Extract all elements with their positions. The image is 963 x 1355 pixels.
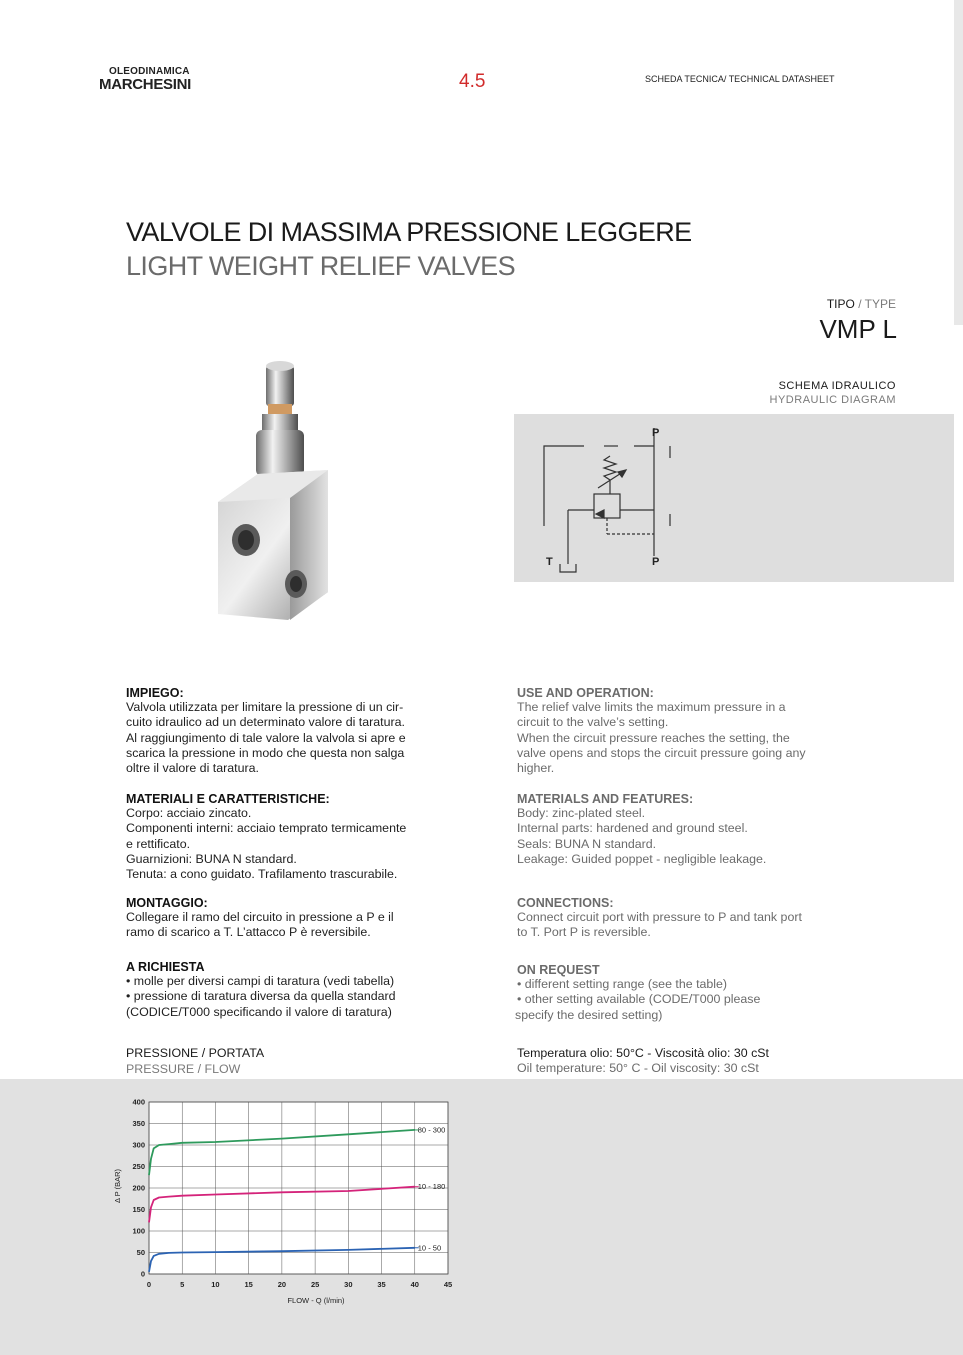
section-heading: USE AND OPERATION: bbox=[517, 686, 654, 700]
section-heading: A RICHIESTA bbox=[126, 960, 205, 974]
x-tick-label: 10 bbox=[211, 1280, 220, 1289]
y-tick-label: 200 bbox=[132, 1183, 145, 1193]
y-axis-label: Δ P (BAR) bbox=[113, 1168, 122, 1204]
text-line: Leakage: Guided poppet - negligible leakage. bbox=[517, 851, 767, 866]
type-label bbox=[827, 297, 896, 311]
x-tick-label: 0 bbox=[146, 1280, 152, 1289]
schema-title-en: HYDRAULIC DIAGRAM bbox=[769, 394, 896, 406]
text-line: (CODICE/T000 specificando il valore di taratura) bbox=[126, 1004, 392, 1019]
text-line: e rettificato. bbox=[126, 836, 191, 851]
text-line: • other setting available (CODE/T000 please bbox=[517, 992, 761, 1007]
x-tick-label: 40 bbox=[410, 1280, 419, 1289]
type-label-sep: / bbox=[854, 297, 865, 311]
text-line: The relief valve limits the maximum pressure in a bbox=[517, 700, 786, 714]
text-line: Corpo: acciaio zincato. bbox=[126, 806, 252, 820]
text-line: Guarnizioni: BUNA N standard. bbox=[126, 851, 297, 866]
y-tick-label: 150 bbox=[132, 1205, 145, 1214]
page-number: 4.5 bbox=[459, 71, 486, 92]
oil-conditions-en: Oil temperature: 50° C - Oil viscosity: 30 cSt bbox=[517, 1061, 759, 1075]
text-line: valve opens and stops the circuit pressure going any bbox=[517, 745, 806, 760]
text-line: cuito idraulico ad un determinato valore di taratura. bbox=[126, 715, 405, 730]
text-line: oltre il valore di taratura. bbox=[126, 761, 259, 776]
title-english: LIGHT WEIGHT RELIEF VALVES bbox=[126, 251, 516, 281]
title-italian: VALVOLE DI MASSIMA PRESSIONE LEGGERE bbox=[126, 217, 692, 247]
port-p-bottom: P bbox=[652, 556, 660, 568]
pressure-flow-chart bbox=[108, 1090, 468, 1315]
x-tick-label: 5 bbox=[180, 1280, 185, 1289]
text-line: • pressione di taratura diversa da quella standard bbox=[126, 989, 396, 1004]
section-a-richiesta bbox=[126, 960, 466, 1020]
text-line: Collegare il ramo del circuito in pressione a P e il bbox=[126, 910, 394, 924]
series-label: 10 - 180 bbox=[417, 1182, 446, 1192]
text-line: Tenuta: a cono guidato. Trafilamento trascurabile. bbox=[126, 867, 398, 882]
port-p-top: P bbox=[652, 427, 660, 439]
section-heading: MONTAGGIO: bbox=[126, 896, 208, 910]
x-tick-label: 15 bbox=[244, 1280, 253, 1289]
x-tick-label: 35 bbox=[377, 1280, 386, 1289]
page-edge-strip bbox=[954, 0, 963, 325]
text-line: ramo di scarico a T. L’attacco P è reversibile. bbox=[126, 925, 371, 940]
section-heading: MATERIALI E CARATTERISTICHE: bbox=[126, 792, 330, 806]
x-tick-label: 30 bbox=[344, 1280, 353, 1289]
hydraulic-diagram-box bbox=[514, 414, 954, 582]
flow-title-en: PRESSURE / FLOW bbox=[126, 1062, 241, 1076]
section-heading: IMPIEGO: bbox=[126, 686, 184, 700]
text-line: Seals: BUNA N standard. bbox=[517, 836, 657, 851]
section-materiali bbox=[126, 792, 466, 882]
text-line: specify the desired setting) bbox=[515, 1007, 663, 1022]
section-on-request bbox=[515, 963, 855, 1023]
text-line: • molle per diversi campi di taratura (vedi tabella) bbox=[126, 974, 395, 988]
y-tick-label: 0 bbox=[140, 1269, 145, 1279]
type-code: VMP L bbox=[819, 314, 897, 344]
text-line: When the circuit pressure reaches the setting, the bbox=[517, 730, 790, 745]
flow-title-it: PRESSIONE / PORTATA bbox=[126, 1046, 265, 1060]
text-line: to T. Port P is reversible. bbox=[517, 925, 651, 940]
x-axis-label: FLOW - Q (l/min) bbox=[287, 1296, 345, 1305]
text-line: Valvola utilizzata per limitare la pressione di un cir- bbox=[126, 700, 404, 714]
section-montaggio bbox=[126, 896, 466, 941]
logo-line2: MARCHESINI bbox=[99, 76, 192, 93]
text-line: • different setting range (see the table) bbox=[517, 977, 728, 991]
section-heading: MATERIALS AND FEATURES: bbox=[517, 792, 694, 806]
y-tick-label: 250 bbox=[132, 1162, 145, 1171]
schema-title-it: SCHEMA IDRAULICO bbox=[778, 380, 896, 392]
text-line: Connect circuit port with pressure to P and tank port bbox=[517, 910, 802, 924]
section-heading: CONNECTIONS: bbox=[517, 896, 614, 910]
x-tick-label: 20 bbox=[277, 1280, 287, 1289]
type-label-en: TYPE bbox=[864, 297, 896, 311]
type-label-it: TIPO bbox=[826, 297, 855, 311]
text-line: scarica la pressione in modo che questa non salga bbox=[126, 745, 405, 760]
text-line: Componenti interni: acciaio temprato termicamente bbox=[126, 821, 407, 836]
section-connections bbox=[517, 896, 857, 941]
y-tick-label: 100 bbox=[132, 1226, 145, 1236]
hydraulic-diagram bbox=[514, 414, 954, 582]
text-line: circuit to the valve’s setting. bbox=[517, 715, 669, 730]
x-tick-label: 45 bbox=[443, 1280, 453, 1289]
y-tick-label: 300 bbox=[132, 1140, 145, 1150]
x-tick-label: 25 bbox=[310, 1280, 320, 1289]
oil-conditions-it: Temperatura olio: 50°C - Viscosità olio: 30 cSt bbox=[517, 1046, 769, 1060]
valve-product-image bbox=[200, 352, 340, 627]
y-tick-label: 50 bbox=[136, 1248, 145, 1257]
section-heading: ON REQUEST bbox=[517, 963, 600, 977]
series-label: 10 - 50 bbox=[417, 1243, 442, 1253]
text-line: Body: zinc-plated steel. bbox=[517, 806, 646, 820]
logo-line1: OLEODINAMICA bbox=[109, 66, 190, 77]
text-line: Internal parts: hardened and ground steel. bbox=[517, 821, 748, 836]
text-line: Al raggiungimento di tale valore la valvola si apre e bbox=[126, 730, 406, 745]
y-tick-label: 350 bbox=[132, 1119, 145, 1128]
section-impiego bbox=[126, 686, 466, 776]
section-materials bbox=[517, 792, 857, 867]
series-label: 80 - 300 bbox=[417, 1125, 446, 1135]
section-use-operation bbox=[517, 686, 857, 776]
datasheet-label: SCHEDA TECNICA/ TECHNICAL DATASHEET bbox=[645, 74, 835, 84]
y-tick-label: 400 bbox=[132, 1097, 145, 1107]
text-line: higher. bbox=[517, 761, 555, 776]
port-t: T bbox=[546, 556, 553, 568]
